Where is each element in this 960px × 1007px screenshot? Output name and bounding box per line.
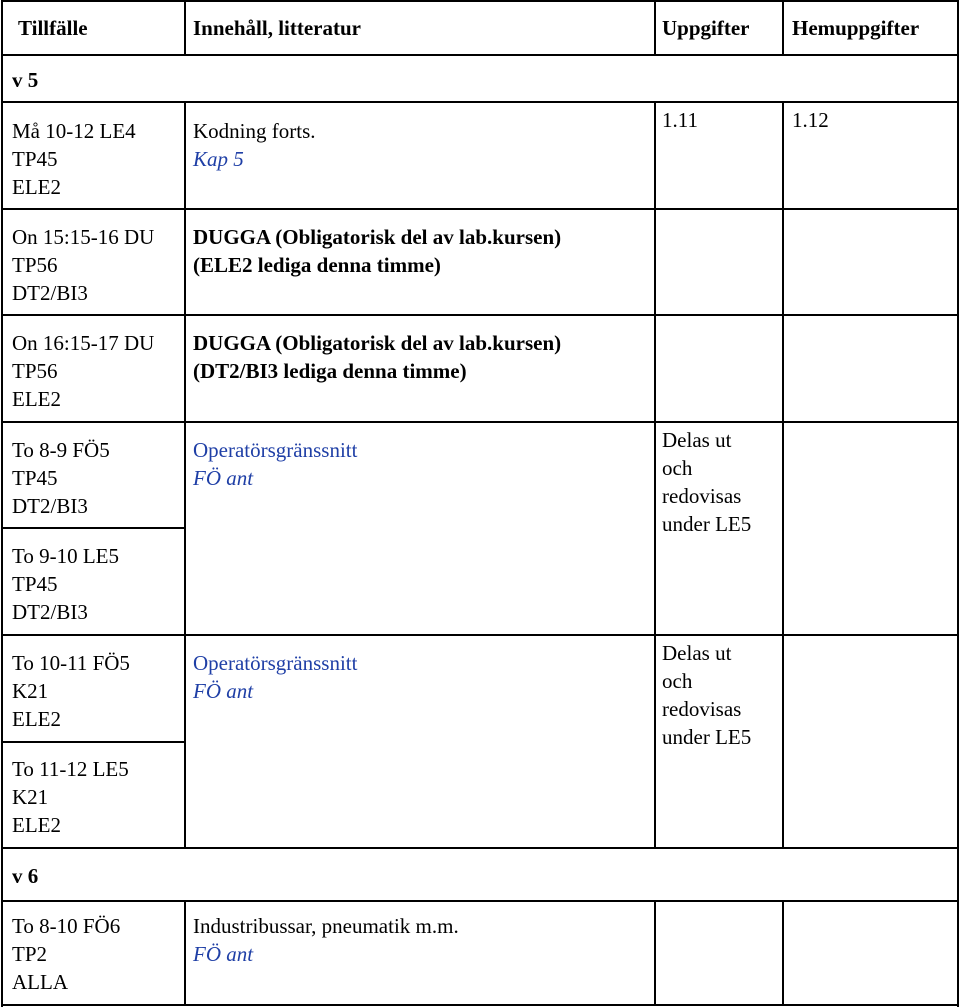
hline [1, 634, 959, 636]
header-tillfalle: Tillfälle [18, 16, 88, 40]
session-room: TP56 [12, 359, 58, 383]
session-time: To 8-9 FÖ5 [12, 438, 110, 462]
session-cell [12, 117, 136, 201]
session-time: To 11-12 LE5 [12, 757, 129, 781]
tasks-line: Delas ut [662, 428, 732, 452]
hline [1, 421, 959, 423]
tasks-line: och [662, 456, 693, 480]
literature-link[interactable]: FÖ ant [193, 466, 254, 490]
session-time: On 15:15-16 DU [12, 225, 155, 249]
vline [654, 901, 656, 1006]
hline [1, 54, 959, 56]
tasks-line: Delas ut [662, 641, 732, 665]
content-text: Operatörsgränssnitt [193, 438, 358, 462]
vline [184, 0, 186, 55]
border-left [1, 0, 3, 1007]
session-cell [12, 755, 129, 839]
dugga-note: (DT2/BI3 lediga denna timme) [193, 359, 467, 383]
session-group: DT2/BI3 [12, 600, 88, 624]
hline [1, 101, 959, 103]
dugga-title: DUGGA (Obligatorisk del av lab.kursen) [193, 225, 562, 249]
session-cell [12, 649, 130, 733]
vline [654, 102, 656, 848]
session-room: TP56 [12, 253, 58, 277]
tasks-cell [662, 426, 751, 538]
session-time: To 9-10 LE5 [12, 544, 120, 568]
tasks-line: och [662, 669, 693, 693]
hline-sub [1, 527, 185, 529]
tasks-line: under LE5 [662, 512, 752, 536]
header-innehall: Innehåll, litteratur [193, 16, 361, 40]
session-room: K21 [12, 785, 49, 809]
literature-link[interactable]: Kap 5 [193, 147, 244, 171]
session-time: To 10-11 FÖ5 [12, 651, 130, 675]
border-top [1, 0, 959, 2]
content-cell [193, 912, 459, 968]
session-cell [12, 223, 154, 307]
tasks-line: under LE5 [662, 725, 752, 749]
dugga-title: DUGGA (Obligatorisk del av lab.kursen) [193, 331, 562, 355]
session-cell [12, 436, 110, 520]
header-uppgifter: Uppgifter [662, 16, 750, 40]
hline [1, 847, 959, 849]
homework-cell: 1.12 [792, 108, 829, 132]
content-text: Kodning forts. [193, 119, 316, 143]
literature-link[interactable]: FÖ ant [193, 942, 254, 966]
vline [184, 102, 186, 848]
vline [782, 901, 784, 1006]
session-cell [12, 912, 120, 996]
content-text: Industribussar, pneumatik m.m. [193, 914, 459, 938]
session-time: To 8-10 FÖ6 [12, 914, 121, 938]
tasks-line: redovisas [662, 697, 742, 721]
session-time: Må 10-12 LE4 [12, 119, 136, 143]
session-group: ALLA [12, 970, 68, 994]
vline [654, 0, 656, 55]
tasks-cell [662, 639, 751, 751]
content-cell [193, 649, 357, 705]
content-text: Operatörsgränssnitt [193, 651, 358, 675]
session-group: ELE2 [12, 175, 61, 199]
session-room: K21 [12, 679, 49, 703]
session-cell [12, 542, 119, 626]
border-right [957, 0, 959, 1007]
hline [1, 900, 959, 902]
week-label-v5: v 5 [12, 68, 39, 92]
border-bottom [1, 1004, 959, 1006]
hline-sub [1, 741, 185, 743]
content-cell [193, 329, 561, 385]
vline [782, 102, 784, 848]
session-room: TP45 [12, 466, 58, 490]
hline [1, 208, 959, 210]
dugga-note: (ELE2 lediga denna timme) [193, 253, 441, 277]
session-time: On 16:15-17 DU [12, 331, 155, 355]
content-cell [193, 223, 561, 279]
session-group: DT2/BI3 [12, 494, 88, 518]
week-label-v6: v 6 [12, 864, 39, 888]
session-room: TP2 [12, 942, 48, 966]
session-group: DT2/BI3 [12, 281, 88, 305]
session-room: TP45 [12, 572, 58, 596]
tasks-cell: 1.11 [662, 108, 698, 132]
vline [184, 901, 186, 1006]
content-cell [193, 117, 316, 173]
content-cell [193, 436, 357, 492]
literature-link[interactable]: FÖ ant [193, 679, 254, 703]
session-group: ELE2 [12, 387, 61, 411]
vline [782, 0, 784, 55]
header-hemuppgifter: Hemuppgifter [792, 16, 920, 40]
session-cell [12, 329, 154, 413]
hline [1, 314, 959, 316]
session-group: ELE2 [12, 813, 61, 837]
tasks-line: redovisas [662, 484, 742, 508]
session-group: ELE2 [12, 707, 61, 731]
session-room: TP45 [12, 147, 58, 171]
